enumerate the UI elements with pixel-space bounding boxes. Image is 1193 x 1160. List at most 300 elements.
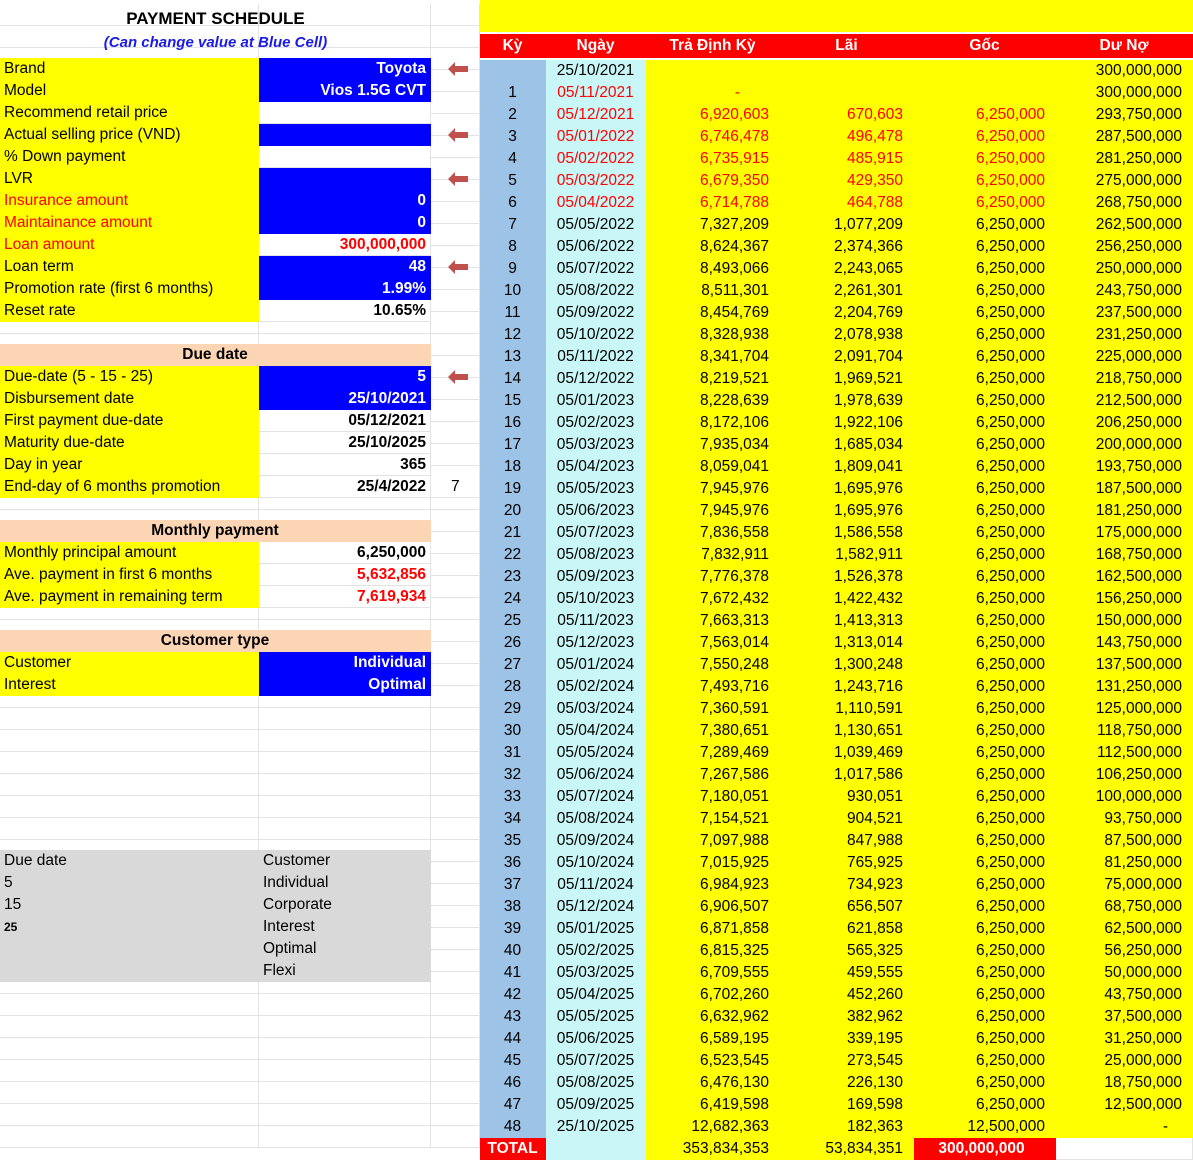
schedule-balance-cell: 118,750,000 <box>1056 720 1193 742</box>
schedule-interest-cell <box>780 60 914 82</box>
schedule-period-cell: 4 <box>480 148 546 170</box>
schedule-date-cell: 05/01/2022 <box>546 126 646 148</box>
schedule-date-cell: 05/01/2024 <box>546 654 646 676</box>
grid-cell <box>431 92 480 114</box>
grid-cell <box>0 708 259 730</box>
schedule-interest-cell: 2,374,366 <box>780 236 914 258</box>
grid-cell <box>431 576 480 598</box>
schedule-period-cell: 11 <box>480 302 546 324</box>
schedule-balance-cell: 200,000,000 <box>1056 434 1193 456</box>
grid-cell <box>431 642 480 664</box>
schedule-period-cell: 27 <box>480 654 546 676</box>
left-arrow-icon <box>448 128 468 142</box>
schedule-payment-cell: 6,679,350 <box>646 170 780 192</box>
schedule-period-cell: 48 <box>480 1116 546 1138</box>
schedule-balance-cell: 287,500,000 <box>1056 126 1193 148</box>
due-field-label: Day in year <box>0 454 259 476</box>
grid-cell <box>431 840 480 862</box>
grid-cell <box>259 1016 431 1038</box>
schedule-date-cell: 05/03/2022 <box>546 170 646 192</box>
schedule-balance-cell: 150,000,000 <box>1056 610 1193 632</box>
schedule-date-cell: 05/10/2022 <box>546 324 646 346</box>
monthly-field-value: 6,250,000 <box>259 542 431 564</box>
schedule-date-cell: 05/06/2024 <box>546 764 646 786</box>
vehicle-field-value[interactable]: 48 <box>259 256 431 278</box>
schedule-balance-cell: 300,000,000 <box>1056 82 1193 104</box>
schedule-balance-cell: 125,000,000 <box>1056 698 1193 720</box>
schedule-balance-cell: 262,500,000 <box>1056 214 1193 236</box>
schedule-interest-cell <box>780 82 914 104</box>
grid-cell <box>431 1104 480 1126</box>
schedule-payment-cell: 7,945,976 <box>646 478 780 500</box>
grid-cell <box>431 884 480 906</box>
grid-cell <box>0 1016 259 1038</box>
page-title: PAYMENT SCHEDULE <box>126 9 305 28</box>
schedule-interest-cell: 1,809,041 <box>780 456 914 478</box>
grid-cell <box>431 862 480 884</box>
schedule-period-cell: 16 <box>480 412 546 434</box>
grid-cell <box>259 818 431 840</box>
schedule-interest-cell: 1,695,976 <box>780 478 914 500</box>
schedule-balance-cell: 275,000,000 <box>1056 170 1193 192</box>
vehicle-field-label: % Down payment <box>0 146 259 168</box>
schedule-period-cell: 36 <box>480 852 546 874</box>
total-payment: 353,834,353 <box>646 1138 780 1160</box>
schedule-balance-cell: 156,250,000 <box>1056 588 1193 610</box>
schedule-balance-cell: 87,500,000 <box>1056 830 1193 852</box>
schedule-date-cell: 05/07/2024 <box>546 786 646 808</box>
schedule-period-cell: 18 <box>480 456 546 478</box>
left-arrow-icon <box>448 172 468 186</box>
schedule-interest-cell: 734,923 <box>780 874 914 896</box>
schedule-interest-cell: 1,110,591 <box>780 698 914 720</box>
schedule-period-cell: 29 <box>480 698 546 720</box>
grid-cell <box>0 1060 259 1082</box>
schedule-payment-cell: 6,746,478 <box>646 126 780 148</box>
schedule-payment-cell: 8,219,521 <box>646 368 780 390</box>
schedule-interest-cell: 1,313,014 <box>780 632 914 654</box>
schedule-payment-cell: 7,672,432 <box>646 588 780 610</box>
schedule-balance-cell: 68,750,000 <box>1056 896 1193 918</box>
schedule-balance-cell: 225,000,000 <box>1056 346 1193 368</box>
schedule-period-cell: 22 <box>480 544 546 566</box>
left-arrow-icon <box>448 62 468 76</box>
schedule-balance-cell: 206,250,000 <box>1056 412 1193 434</box>
schedule-balance-cell: 231,250,000 <box>1056 324 1193 346</box>
list-customer-item: Corporate <box>259 894 431 916</box>
schedule-interest-cell: 1,695,976 <box>780 500 914 522</box>
grid-cell <box>431 4 480 26</box>
grid-cell <box>431 202 480 224</box>
schedule-payment-cell: 6,815,325 <box>646 940 780 962</box>
schedule-period-cell: 5 <box>480 170 546 192</box>
grid-cell <box>0 752 259 774</box>
schedule-date-cell: 05/03/2024 <box>546 698 646 720</box>
schedule-balance-cell: 237,500,000 <box>1056 302 1193 324</box>
customer-field-value[interactable]: Individual <box>259 652 431 674</box>
schedule-date-cell: 05/02/2023 <box>546 412 646 434</box>
schedule-date-cell: 05/11/2021 <box>546 82 646 104</box>
schedule-interest-cell: 2,091,704 <box>780 346 914 368</box>
schedule-period-cell: 3 <box>480 126 546 148</box>
schedule-principal-cell: 6,250,000 <box>914 280 1056 302</box>
schedule-date-cell: 05/08/2025 <box>546 1072 646 1094</box>
schedule-principal-cell: 6,250,000 <box>914 588 1056 610</box>
schedule-principal-cell: 6,250,000 <box>914 126 1056 148</box>
vehicle-field-value[interactable]: 1.99% <box>259 278 431 300</box>
due-field-label: End-day of 6 months promotion <box>0 476 259 498</box>
schedule-interest-cell: 496,478 <box>780 126 914 148</box>
schedule-payment-cell: 7,832,911 <box>646 544 780 566</box>
due-field-value[interactable]: 25/10/2021 <box>259 388 431 410</box>
schedule-interest-cell: 339,195 <box>780 1028 914 1050</box>
monthly-field-label: Ave. payment in first 6 months <box>0 564 259 586</box>
schedule-balance-cell: 187,500,000 <box>1056 478 1193 500</box>
schedule-principal-cell: 6,250,000 <box>914 368 1056 390</box>
customer-field-label: Interest <box>0 674 259 696</box>
schedule-date-cell: 05/10/2023 <box>546 588 646 610</box>
list-customer-item: Customer <box>259 850 431 872</box>
due-field-value: 365 <box>259 454 431 476</box>
schedule-payment-cell: 8,511,301 <box>646 280 780 302</box>
schedule-payment-cell: 8,059,041 <box>646 456 780 478</box>
schedule-payment-cell: - <box>646 82 780 104</box>
schedule-period-cell: 30 <box>480 720 546 742</box>
schedule-period-cell: 39 <box>480 918 546 940</box>
schedule-interest-cell: 1,978,639 <box>780 390 914 412</box>
schedule-period-cell: 23 <box>480 566 546 588</box>
schedule-date-cell: 05/04/2025 <box>546 984 646 1006</box>
list-due-date-item: 25 <box>0 916 259 938</box>
grid-cell <box>431 400 480 422</box>
due-field-label: Due-date (5 - 15 - 25) <box>0 366 259 388</box>
vehicle-field-value[interactable] <box>259 124 431 146</box>
schedule-principal-cell: 6,250,000 <box>914 456 1056 478</box>
schedule-period-cell: 12 <box>480 324 546 346</box>
grid-cell <box>431 224 480 246</box>
schedule-principal-cell: 6,250,000 <box>914 808 1056 830</box>
schedule-principal-cell: 6,250,000 <box>914 720 1056 742</box>
total-date-cell <box>546 1138 646 1160</box>
schedule-date-cell: 05/12/2024 <box>546 896 646 918</box>
schedule-principal-cell: 6,250,000 <box>914 764 1056 786</box>
schedule-payment-cell: 7,154,521 <box>646 808 780 830</box>
schedule-period-cell: 26 <box>480 632 546 654</box>
schedule-payment-cell <box>646 60 780 82</box>
schedule-date-cell: 05/11/2023 <box>546 610 646 632</box>
schedule-balance-cell: 143,750,000 <box>1056 632 1193 654</box>
schedule-date-cell: 05/09/2023 <box>546 566 646 588</box>
due-field-extra: 7 <box>431 476 480 498</box>
schedule-payment-cell: 6,709,555 <box>646 962 780 984</box>
schedule-balance-cell: 243,750,000 <box>1056 280 1193 302</box>
schedule-date-cell: 05/09/2024 <box>546 830 646 852</box>
grid-cell <box>431 1082 480 1104</box>
vehicle-field-value <box>259 102 431 124</box>
schedule-principal-cell: 6,250,000 <box>914 478 1056 500</box>
schedule-principal-cell: 6,250,000 <box>914 390 1056 412</box>
schedule-principal-cell: 6,250,000 <box>914 258 1056 280</box>
schedule-balance-cell: 281,250,000 <box>1056 148 1193 170</box>
vehicle-field-value <box>259 146 431 168</box>
schedule-period-cell: 28 <box>480 676 546 698</box>
schedule-period-cell: 31 <box>480 742 546 764</box>
schedule-interest-cell: 382,962 <box>780 1006 914 1028</box>
grid-cell <box>259 1126 431 1148</box>
grid-cell <box>431 312 480 334</box>
vehicle-field-label: Actual selling price (VND) <box>0 124 259 146</box>
grid-cell <box>431 818 480 840</box>
total-interest: 53,834,351 <box>780 1138 914 1160</box>
schedule-balance-cell: 56,250,000 <box>1056 940 1193 962</box>
schedule-principal-cell: 6,250,000 <box>914 346 1056 368</box>
schedule-balance-cell: 50,000,000 <box>1056 962 1193 984</box>
grid-cell <box>0 1104 259 1126</box>
column-header-interest: Lãi <box>780 34 914 58</box>
grid-cell <box>259 1104 431 1126</box>
grid-cell <box>431 1060 480 1082</box>
schedule-balance-cell: 175,000,000 <box>1056 522 1193 544</box>
schedule-period-cell: 7 <box>480 214 546 236</box>
schedule-interest-cell: 656,507 <box>780 896 914 918</box>
grid-cell <box>431 1016 480 1038</box>
schedule-period-cell: 34 <box>480 808 546 830</box>
grid-cell <box>431 1038 480 1060</box>
due-field-value: 05/12/2021 <box>259 410 431 432</box>
schedule-principal-cell: 6,250,000 <box>914 742 1056 764</box>
schedule-interest-cell: 1,017,586 <box>780 764 914 786</box>
schedule-payment-cell: 7,015,925 <box>646 852 780 874</box>
schedule-date-cell: 05/07/2022 <box>546 258 646 280</box>
schedule-payment-cell: 6,920,603 <box>646 104 780 126</box>
vehicle-field-label: Brand <box>0 58 259 80</box>
schedule-period-cell: 42 <box>480 984 546 1006</box>
grid-cell <box>259 994 431 1016</box>
schedule-principal-cell: 6,250,000 <box>914 566 1056 588</box>
schedule-principal-cell: 6,250,000 <box>914 522 1056 544</box>
grid-cell <box>431 510 480 532</box>
schedule-interest-cell: 226,130 <box>780 1072 914 1094</box>
grid-cell <box>431 906 480 928</box>
schedule-interest-cell: 2,261,301 <box>780 280 914 302</box>
vehicle-field-value[interactable] <box>259 168 431 190</box>
schedule-payment-cell: 6,906,507 <box>646 896 780 918</box>
list-customer-item: Interest <box>259 916 431 938</box>
schedule-interest-cell: 1,413,313 <box>780 610 914 632</box>
due-field-label: Maturity due-date <box>0 432 259 454</box>
due-field-value: 25/10/2025 <box>259 432 431 454</box>
schedule-payment-cell: 6,523,545 <box>646 1050 780 1072</box>
grid-cell <box>0 796 259 818</box>
schedule-principal-cell: 6,250,000 <box>914 1050 1056 1072</box>
grid-cell <box>431 444 480 466</box>
schedule-interest-cell: 847,988 <box>780 830 914 852</box>
schedule-date-cell: 05/09/2022 <box>546 302 646 324</box>
customer-field-value[interactable]: Optimal <box>259 674 431 696</box>
vehicle-field-value[interactable]: Vios 1.5G CVT <box>259 80 431 102</box>
schedule-balance-cell: 256,250,000 <box>1056 236 1193 258</box>
schedule-period-cell: 44 <box>480 1028 546 1050</box>
schedule-interest-cell: 765,925 <box>780 852 914 874</box>
schedule-principal-cell: 6,250,000 <box>914 170 1056 192</box>
schedule-interest-cell: 1,582,911 <box>780 544 914 566</box>
list-due-date-item: 5 <box>0 872 259 894</box>
total-label: TOTAL <box>480 1138 546 1160</box>
section-header-due-date: Due date <box>0 344 431 366</box>
schedule-principal-cell: 6,250,000 <box>914 918 1056 940</box>
vehicle-field-label: Insurance amount <box>0 190 259 212</box>
schedule-period-cell: 47 <box>480 1094 546 1116</box>
schedule-payment-cell: 7,493,716 <box>646 676 780 698</box>
grid-cell <box>431 994 480 1016</box>
schedule-period-cell: 32 <box>480 764 546 786</box>
schedule-interest-cell: 2,078,938 <box>780 324 914 346</box>
vehicle-field-label: Loan term <box>0 256 259 278</box>
schedule-principal-cell: 6,250,000 <box>914 852 1056 874</box>
schedule-period-cell: 8 <box>480 236 546 258</box>
schedule-date-cell: 05/05/2024 <box>546 742 646 764</box>
schedule-date-cell: 05/11/2024 <box>546 874 646 896</box>
grid-cell <box>431 730 480 752</box>
schedule-principal-cell: 6,250,000 <box>914 632 1056 654</box>
schedule-date-cell: 05/03/2025 <box>546 962 646 984</box>
schedule-principal-cell: 6,250,000 <box>914 830 1056 852</box>
schedule-date-cell: 05/09/2025 <box>546 1094 646 1116</box>
schedule-principal-cell: 6,250,000 <box>914 324 1056 346</box>
column-header-date: Ngày <box>546 34 646 58</box>
schedule-date-cell: 05/04/2023 <box>546 456 646 478</box>
schedule-interest-cell: 1,586,558 <box>780 522 914 544</box>
list-due-date-item <box>0 938 259 960</box>
schedule-balance-cell: 181,250,000 <box>1056 500 1193 522</box>
schedule-period-cell: 25 <box>480 610 546 632</box>
schedule-date-cell: 05/08/2022 <box>546 280 646 302</box>
schedule-principal-cell: 6,250,000 <box>914 192 1056 214</box>
grid-cell <box>431 290 480 312</box>
schedule-payment-cell: 7,180,051 <box>646 786 780 808</box>
due-field-value: 25/4/2022 <box>259 476 431 498</box>
schedule-period-cell: 17 <box>480 434 546 456</box>
schedule-period-cell: 21 <box>480 522 546 544</box>
schedule-date-cell: 05/02/2022 <box>546 148 646 170</box>
schedule-interest-cell: 2,243,065 <box>780 258 914 280</box>
schedule-payment-cell: 7,836,558 <box>646 522 780 544</box>
schedule-date-cell: 05/05/2022 <box>546 214 646 236</box>
grid-cell <box>431 752 480 774</box>
schedule-balance-cell: 62,500,000 <box>1056 918 1193 940</box>
schedule-interest-cell: 459,555 <box>780 962 914 984</box>
schedule-principal-cell: 6,250,000 <box>914 962 1056 984</box>
schedule-payment-cell: 7,563,014 <box>646 632 780 654</box>
schedule-payment-cell: 7,663,313 <box>646 610 780 632</box>
schedule-balance-cell: 162,500,000 <box>1056 566 1193 588</box>
grid-cell <box>431 774 480 796</box>
schedule-period-cell: 37 <box>480 874 546 896</box>
schedule-period-cell: 15 <box>480 390 546 412</box>
monthly-field-value: 7,619,934 <box>259 586 431 608</box>
schedule-period-cell: 6 <box>480 192 546 214</box>
grid-cell <box>431 1126 480 1148</box>
grid-cell <box>431 598 480 620</box>
grid-cell <box>259 774 431 796</box>
schedule-interest-cell: 1,685,034 <box>780 434 914 456</box>
header-band <box>480 0 1193 32</box>
grid-cell <box>431 620 480 642</box>
section-header-monthly-payment: Monthly payment <box>0 520 431 542</box>
schedule-principal-cell: 6,250,000 <box>914 896 1056 918</box>
schedule-balance-cell: 43,750,000 <box>1056 984 1193 1006</box>
schedule-interest-cell: 565,325 <box>780 940 914 962</box>
grid-cell <box>431 554 480 576</box>
schedule-balance-cell: 112,500,000 <box>1056 742 1193 764</box>
schedule-date-cell: 05/02/2024 <box>546 676 646 698</box>
vehicle-field-label: LVR <box>0 168 259 190</box>
grid-cell <box>431 708 480 730</box>
schedule-balance-cell: 106,250,000 <box>1056 764 1193 786</box>
monthly-field-label: Ave. payment in remaining term <box>0 586 259 608</box>
list-customer-item: Individual <box>259 872 431 894</box>
schedule-payment-cell: 6,419,598 <box>646 1094 780 1116</box>
schedule-payment-cell: 7,360,591 <box>646 698 780 720</box>
grid-cell <box>431 664 480 686</box>
due-field-label: First payment due-date <box>0 410 259 432</box>
schedule-period-cell: 43 <box>480 1006 546 1028</box>
vehicle-field-value[interactable]: 0 <box>259 212 431 234</box>
schedule-balance-cell: 168,750,000 <box>1056 544 1193 566</box>
schedule-payment-cell: 12,682,363 <box>646 1116 780 1138</box>
schedule-period-cell: 46 <box>480 1072 546 1094</box>
schedule-interest-cell: 464,788 <box>780 192 914 214</box>
vehicle-field-label: Loan amount <box>0 234 259 256</box>
schedule-payment-cell: 6,735,915 <box>646 148 780 170</box>
schedule-payment-cell: 8,624,367 <box>646 236 780 258</box>
schedule-interest-cell: 1,300,248 <box>780 654 914 676</box>
schedule-period-cell: 19 <box>480 478 546 500</box>
schedule-payment-cell: 6,632,962 <box>646 1006 780 1028</box>
schedule-principal-cell: 6,250,000 <box>914 654 1056 676</box>
schedule-balance-cell: 131,250,000 <box>1056 676 1193 698</box>
schedule-principal-cell: 6,250,000 <box>914 104 1056 126</box>
vehicle-field-value[interactable]: 0 <box>259 190 431 212</box>
schedule-payment-cell: 7,550,248 <box>646 654 780 676</box>
schedule-date-cell: 05/11/2022 <box>546 346 646 368</box>
schedule-balance-cell: 218,750,000 <box>1056 368 1193 390</box>
schedule-interest-cell: 1,922,106 <box>780 412 914 434</box>
schedule-interest-cell: 1,077,209 <box>780 214 914 236</box>
schedule-interest-cell: 1,243,716 <box>780 676 914 698</box>
page-subtitle: (Can change value at Blue Cell) <box>103 34 328 51</box>
vehicle-field-value[interactable]: Toyota <box>259 58 431 80</box>
schedule-balance-cell: 212,500,000 <box>1056 390 1193 412</box>
grid-cell <box>0 730 259 752</box>
grid-cell <box>259 752 431 774</box>
due-field-value[interactable]: 5 <box>259 366 431 388</box>
schedule-date-cell: 05/05/2025 <box>546 1006 646 1028</box>
schedule-period-cell: 38 <box>480 896 546 918</box>
schedule-date-cell: 05/05/2023 <box>546 478 646 500</box>
column-header-principal: Gốc <box>914 34 1056 58</box>
schedule-principal-cell: 6,250,000 <box>914 302 1056 324</box>
schedule-principal-cell: 6,250,000 <box>914 214 1056 236</box>
schedule-interest-cell: 621,858 <box>780 918 914 940</box>
schedule-balance-cell: 25,000,000 <box>1056 1050 1193 1072</box>
grid-cell <box>0 1126 259 1148</box>
grid-cell <box>259 1038 431 1060</box>
schedule-principal-cell: 6,250,000 <box>914 940 1056 962</box>
schedule-payment-cell: 7,327,209 <box>646 214 780 236</box>
schedule-date-cell: 05/01/2023 <box>546 390 646 412</box>
grid-cell <box>259 1060 431 1082</box>
